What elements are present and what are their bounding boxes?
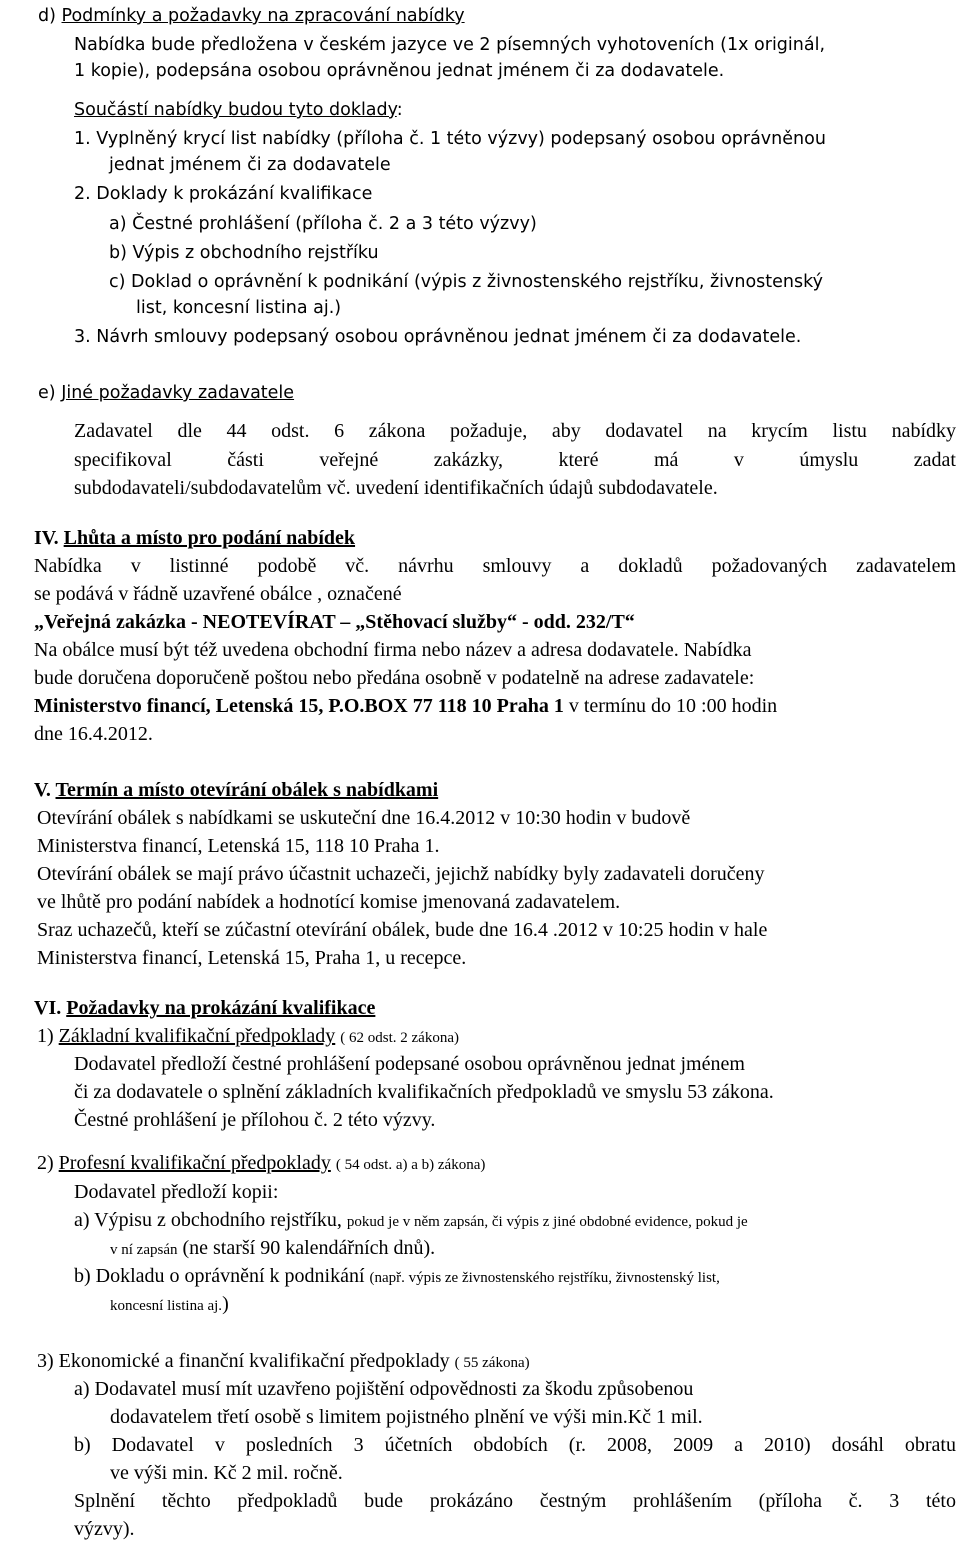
parts-title: Součástí nabídky budou tyto doklady [74, 100, 397, 120]
economic-item-b-line2: ve výši min. Kč 2 mil. ročně. [110, 1462, 343, 1484]
envelope-label: „Veřejná zakázka - NEOTEVÍRAT – „Stěhovací služby“ - odd. 232/T“ [34, 611, 635, 633]
economic-qualification-ref: ( 55 zákona) [454, 1355, 530, 1371]
section-v-heading [34, 778, 438, 802]
item2c-line2: list, koncesní listina aj.) [136, 298, 342, 318]
section-vi-heading [34, 996, 375, 1020]
professional-item-b-small: (např. výpis ze živnostenského rejstříku, živnostenský list, [369, 1270, 720, 1286]
section-d-title: Podmínky a požadavky na zpracování nabídky [61, 6, 465, 26]
section-iv-line5: bude doručena doporučeně poštou nebo předána osobně v podatelně na adrese zadavatele: [34, 667, 755, 689]
basic-qualification-heading [37, 1024, 459, 1050]
section-v-line3: Otevírání obálek se mají právo účastnit uchazeči, jejichž nabídky byly zadavateli doručeny [37, 863, 765, 885]
professional-qualification-num: 2) [37, 1152, 54, 1174]
section-e-label: e) [38, 383, 56, 403]
economic-final-line2: výzvy). [74, 1518, 135, 1540]
parts-colon: : [396, 100, 403, 120]
section-v-line1: Otevírání obálek s nabídkami se uskuteční dne 16.4.2012 v 10:30 hodin v budově [37, 807, 691, 829]
section-v-line5: Sraz uchazečů, kteří se zúčastní otevírání obálek, bude dne 16.4 .2012 v 10:25 hodin v hale [37, 919, 768, 941]
professional-item-b-main: b) Dokladu o oprávnění k podnikání [74, 1265, 365, 1287]
economic-qualification-title: 3) Ekonomické a finanční kvalifikační předpoklady [37, 1350, 450, 1372]
ministry-address: Ministerstvo financí, Letenská 15, P.O.BOX 77 118 10 Praha 1 [34, 695, 564, 717]
professional-qualification-line1: Dodavatel předloží kopii: [74, 1181, 279, 1203]
basic-qualification-line1: Dodavatel předloží čestné prohlášení podepsané osobou oprávněnou jednat jménem [74, 1053, 745, 1075]
economic-item-b-line1: b) Dodavatel v posledních 3 účetních obdobích (r. 2008, 2009 a 2010) dosáhl obratu [74, 1434, 956, 1456]
section-v-number: V. [34, 779, 51, 801]
item1-line1: 1. Vyplněný krycí list nabídky (příloha č. 1 této výzvy) podepsaný osobou oprávněnou [74, 129, 826, 149]
basic-qualification-line2: či za dodavatele o splnění základních kvalifikačních předpokladů ve smyslu 53 zákona. [74, 1081, 774, 1103]
section-iv-line1: Nabídka v listinné podobě vč. návrhu smlouvy a dokladů požadovaných zadavatelem [34, 555, 956, 577]
item1-line2: jednat jménem či za dodavatele [109, 155, 391, 175]
item2c-line1: c) Doklad o oprávnění k podnikání (výpis z živnostenského rejstříku, živnostenský [109, 272, 824, 292]
professional-item-a2-small: v ní zapsán [110, 1242, 178, 1258]
deadline-date: dne 16.4.2012. [34, 723, 153, 745]
item2a: a) Čestné prohlášení (příloha č. 2 a 3 této výzvy) [109, 214, 537, 234]
section-e-line3: subdodavateli/subdodavatelům vč. uvedení identifikačních údajů subdodavatele. [74, 477, 718, 499]
professional-item-b2-main: ) [222, 1293, 229, 1315]
section-e-line2: specifikoval části veřejné zakázky, které má v úmyslu zadat [74, 449, 956, 471]
section-iv-heading [34, 526, 355, 550]
professional-item-a-main: a) Výpisu z obchodního rejstříku, [74, 1209, 342, 1231]
section-d-label: d) [38, 6, 56, 26]
basic-qualification-line3: Čestné prohlášení je přílohou č. 2 této výzvy. [74, 1109, 436, 1131]
professional-item-b-line1 [74, 1264, 720, 1290]
item3: 3. Návrh smlouvy podepsaný osobou oprávněnou jednat jménem či za dodavatele. [74, 327, 802, 347]
section-v-line2: Ministerstva financí, Letenská 15, 118 10 Praha 1. [37, 835, 440, 857]
section-iv-line6 [34, 694, 777, 718]
section-e-title: Jiné požadavky zadavatele [61, 383, 295, 403]
deadline-text: v termínu do 10 :00 hodin [568, 695, 778, 717]
professional-qualification-heading [37, 1151, 485, 1177]
basic-qualification-title: Základní kvalifikační předpoklady [58, 1025, 336, 1047]
economic-final-line1: Splnění těchto předpokladů bude prokázáno čestným prohlášením (příloha č. 3 této [74, 1490, 956, 1512]
section-v-line4: ve lhůtě pro podání nabídek a hodnotící komise jmenovaná zadavatelem. [37, 891, 621, 913]
professional-item-b2-small: koncesní listina aj. [110, 1298, 223, 1314]
basic-qualification-num: 1) [37, 1025, 54, 1047]
section-iv-title: Lhůta a místo pro podání nabídek [63, 527, 356, 549]
basic-qualification-ref: ( 62 odst. 2 zákona) [340, 1030, 459, 1046]
parts-title-line [74, 98, 403, 122]
professional-qualification-title: Profesní kvalifikační předpoklady [58, 1152, 331, 1174]
section-d-intro-line2: 1 kopie), podepsána osobou oprávněnou jednat jménem či za dodavatele. [74, 61, 725, 81]
professional-item-b-line2 [110, 1292, 229, 1318]
professional-item-a2-main: (ne starší 90 kalendářních dnů). [182, 1237, 436, 1259]
economic-item-a-line2: dodavatelem třetí osobě s limitem pojistného plnění ve výši min.Kč 1 mil. [110, 1406, 703, 1428]
section-e-line1: Zadavatel dle 44 odst. 6 zákona požaduje, aby dodavatel na krycím listu nabídky [74, 420, 956, 442]
section-iv-number: IV. [34, 527, 59, 549]
professional-item-a-line1 [74, 1208, 748, 1234]
item2b: b) Výpis z obchodního rejstříku [109, 243, 379, 263]
professional-qualification-ref: ( 54 odst. a) a b) zákona) [335, 1157, 486, 1173]
section-iv-line4: Na obálce musí být též uvedena obchodní firma nebo název a adresa dodavatele. Nabídka [34, 639, 752, 661]
professional-item-a-line2 [110, 1236, 435, 1262]
section-d-heading [38, 4, 465, 28]
section-v-title: Termín a místo otevírání obálek s nabídkami [55, 779, 439, 801]
section-e-heading [38, 381, 294, 405]
section-iv-line2: se podává v řádně uzavřené obálce , označené [34, 583, 402, 605]
economic-qualification-heading [37, 1349, 530, 1375]
section-d-intro-line1: Nabídka bude předložena v českém jazyce ve 2 písemných vyhotoveních (1x originál, [74, 35, 826, 55]
section-vi-title: Požadavky na prokázání kvalifikace [66, 997, 376, 1019]
section-v-line6: Ministerstva financí, Letenská 15, Praha 1, u recepce. [37, 947, 467, 969]
item2: 2. Doklady k prokázání kvalifikace [74, 184, 373, 204]
section-vi-number: VI. [34, 997, 62, 1019]
professional-item-a-small: pokud je v něm zapsán, či výpis z jiné obdobné evidence, pokud je [346, 1214, 748, 1230]
economic-item-a-line1: a) Dodavatel musí mít uzavřeno pojištění odpovědnosti za škodu způsobenou [74, 1378, 694, 1400]
